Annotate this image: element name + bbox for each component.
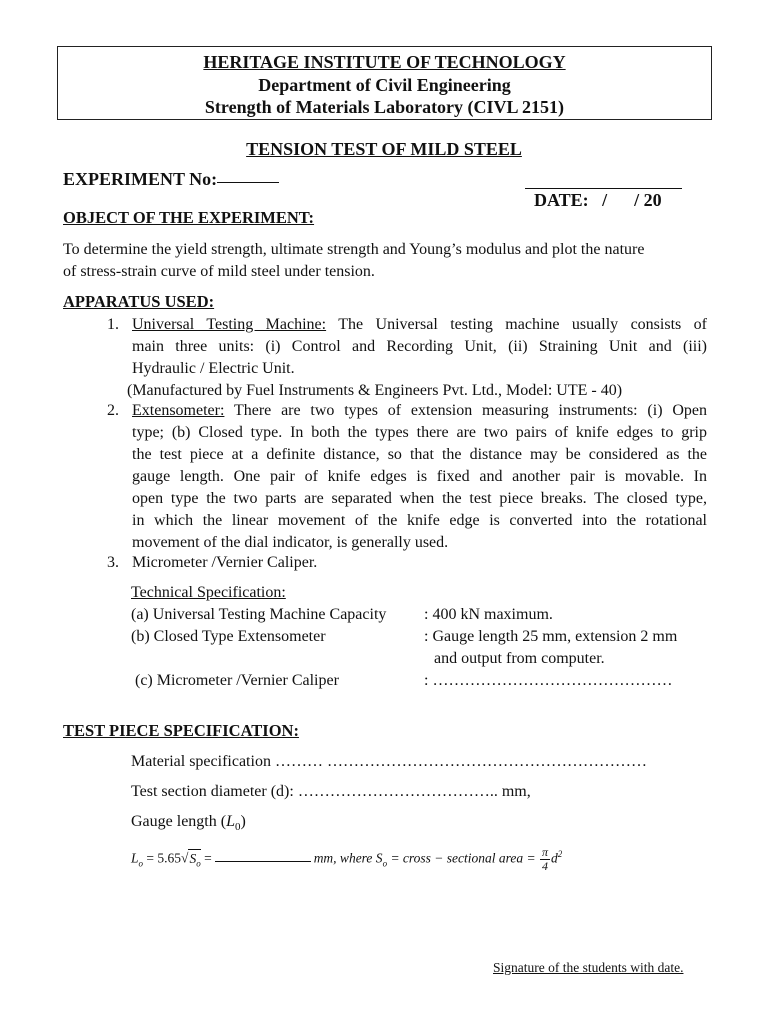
item-name: Micrometer /Vernier Caliper. (132, 554, 318, 571)
object-text (63, 239, 705, 283)
tech-label-b: (b) Closed Type Extensometer (131, 628, 326, 645)
date-field (525, 169, 662, 232)
test-piece-heading: TEST PIECE SPECIFICATION: (63, 721, 299, 740)
item-line: movement of the dial indicator, is generally used. (132, 534, 449, 551)
item-line: Hydraulic / Electric Unit. (132, 360, 295, 377)
tech-value-c: : ……………………………………… (424, 672, 673, 689)
item-line: open type the two parts are separated when the test piece breaks. The closed type, (132, 490, 707, 507)
item-line: main three units: (i) Control and Recording Unit, (ii) Straining Unit and (iii) (132, 338, 707, 355)
experiment-no-label: EXPERIMENT No: (63, 169, 218, 189)
apparatus-heading: APPARATUS USED: (63, 292, 215, 311)
item-number: 2. (107, 402, 119, 419)
gauge-length-formula: $L_o = 5.65√S_o$ = mm, where $S_o$ = cross − sectional area = $\frac{\pi}{4}$ $d^2$ (131, 845, 563, 873)
apparatus-item-3 (107, 552, 707, 574)
item-name: Extensometer: (132, 402, 225, 419)
experiment-no (63, 169, 279, 190)
experiment-no-blank (217, 181, 279, 183)
date-value: / / 20 (602, 190, 662, 210)
date-label: DATE: (534, 190, 589, 210)
item-line: type; (b) Closed type. In both the types there are two pairs of knife edges to grip (132, 424, 707, 441)
gauge-length: Gauge length $(L_0)$ (131, 813, 246, 834)
item-line: the test piece at a definite distance, so that the distance may be considered as the (132, 446, 707, 463)
item-number: 1. (107, 316, 119, 333)
object-line-1: To determine the yield strength, ultimate strength and Young’s modulus and plot the nature (63, 241, 645, 258)
item-number: 3. (107, 554, 119, 571)
technical-heading: Technical Specification: (131, 584, 286, 601)
page-title: TENSION TEST OF MILD STEEL (246, 139, 522, 159)
object-line-2: of stress-strain curve of mild steel under tension. (63, 263, 375, 280)
object-heading: OBJECT OF THE EXPERIMENT: (63, 208, 315, 227)
item-line: gauge length. One pair of knife edges is fixed and another pair is movable. In (132, 468, 707, 485)
tech-value-b-2: and output from computer. (434, 650, 605, 667)
apparatus-item-1 (107, 314, 707, 402)
header-box (57, 46, 712, 120)
department-name: Department of Civil Engineering (258, 74, 511, 95)
signature-line: Signature of the students with date. (493, 960, 684, 975)
material-spec: Material specification ……… …………………………………………………… (131, 753, 647, 770)
item-line: The Universal testing machine usually consists of (338, 316, 708, 333)
test-diameter: Test section diameter (d): ……………………………….. mm, (131, 783, 531, 800)
tech-label-c: (c) Micrometer /Vernier Caliper (135, 672, 339, 689)
formula-blank (215, 861, 311, 862)
date-underline (525, 188, 682, 189)
lab-name: Strength of Materials Laboratory (CIVL 2151) (204, 97, 565, 117)
item-line: There are two types of extension measuring instruments: (i) Open (233, 402, 707, 419)
apparatus-item-2 (107, 400, 707, 554)
item-name: Universal Testing Machine: (132, 316, 327, 333)
item-line: (Manufactured by Fuel Instruments & Engineers Pvt. Ltd., Model: UTE - 40) (127, 382, 623, 399)
tech-label-a: (a) Universal Testing Machine Capacity (131, 606, 387, 623)
tech-value-a: : 400 kN maximum. (424, 606, 553, 623)
tech-value-b: : Gauge length 25 mm, extension 2 mm (424, 628, 678, 645)
item-line: in which the linear movement of the knife edge is converted into the rotational (132, 512, 707, 529)
institute-name: HERITAGE INSTITUTE OF TECHNOLOGY (203, 52, 566, 72)
